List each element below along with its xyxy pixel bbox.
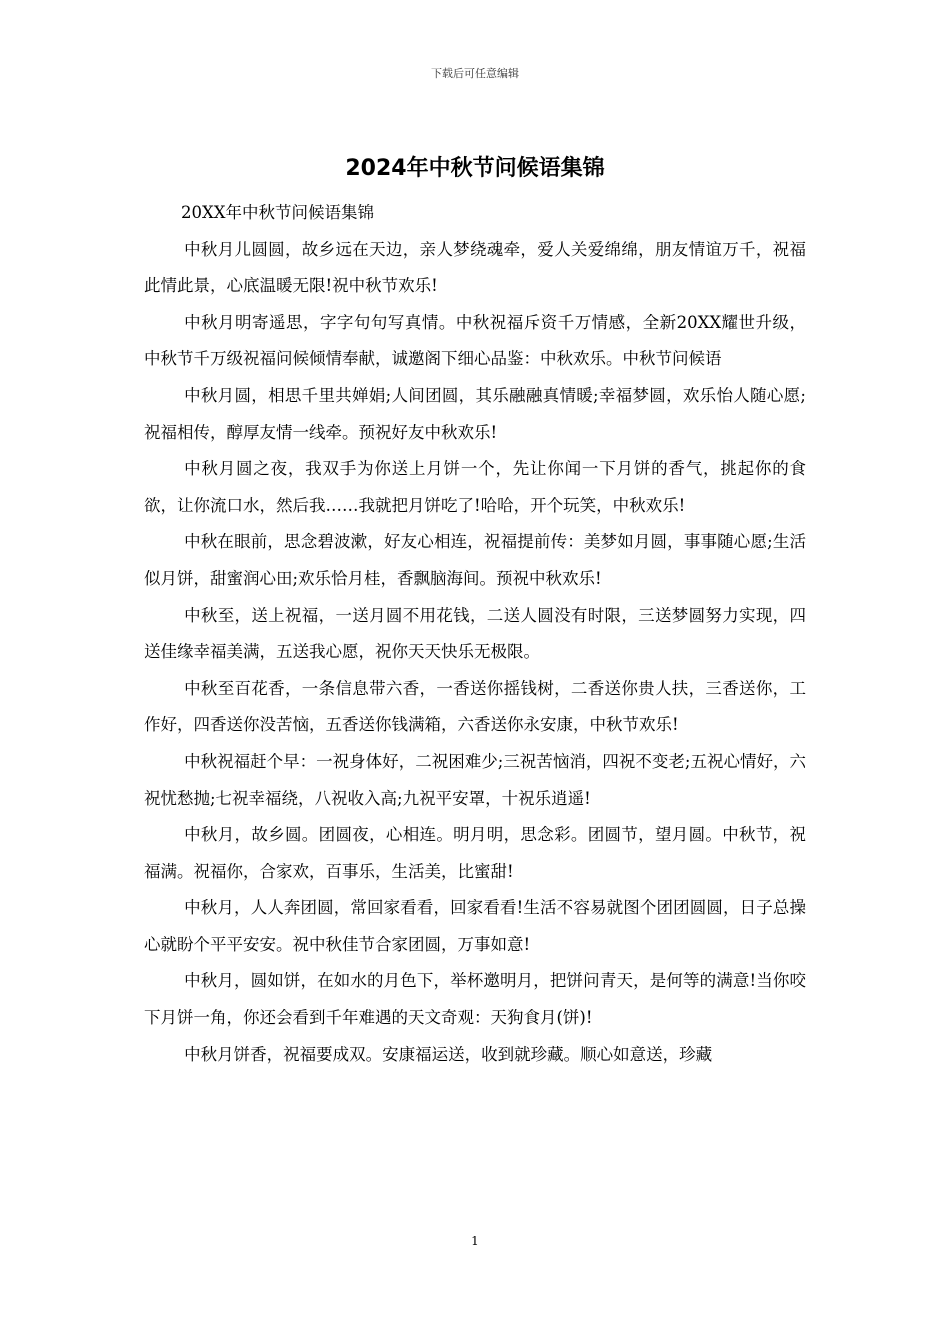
paragraph: 中秋月饼香，祝福要成双。安康福运送，收到就珍藏。顺心如意送，珍藏: [184, 1044, 713, 1064]
page-number: 1: [471, 1234, 479, 1248]
document-body: [144, 195, 806, 1073]
paragraph: 中秋月，圆如饼，在如水的月色下，举杯邀明月，把饼问青天，是何等的满意!当你咬下月饼一角，你还会看到千年难遇的天文奇观：天狗食月(饼)!: [144, 971, 806, 1028]
paragraph: 中秋月，故乡圆。团圆夜，心相连。明月明，思念彩。团圆节，望月圆。中秋节，祝福满。祝福你，合家欢，百事乐，生活美，比蜜甜!: [144, 825, 806, 881]
paragraph: 中秋月明寄遥思，字字句句写真情。中秋祝福斥资千万情感，全新20XX耀世升级，中秋节千万级祝福问候倾情奉献，诚邀阁下细心品鉴：中秋欢乐。中秋节问候语: [144, 312, 806, 369]
paragraph: 中秋在眼前，思念碧波漱，好友心相连，祝福提前传：美梦如月圆，事事随心愿;生活似月饼，甜蜜润心田;欢乐恰月桂，香飘脑海间。预祝中秋欢乐!: [144, 532, 806, 588]
document-subtitle: 20XX年中秋节问候语集锦: [181, 203, 374, 222]
page-header-note: 下载后可任意编辑: [431, 67, 519, 80]
document-title: 2024年中秋节问候语集锦: [345, 156, 605, 181]
paragraph: 中秋月圆之夜，我双手为你送上月饼一个，先让你闻一下月饼的香气，挑起你的食欲，让你流口水，然后我……我就把月饼吃了!哈哈，开个玩笑，中秋欢乐!: [144, 459, 806, 515]
paragraph: 中秋月儿圆圆，故乡远在天边，亲人梦绕魂牵，爱人关爱绵绵，朋友情谊万千，祝福此情此景，心底温暖无限!祝中秋节欢乐!: [144, 239, 806, 296]
paragraph: 中秋至，送上祝福，一送月圆不用花钱，二送人圆没有时限，三送梦圆努力实现，四送佳缘幸福美满，五送我心愿，祝你天天快乐无极限。: [144, 605, 806, 662]
paragraph: 中秋月圆，相思千里共婵娟;人间团圆，其乐融融真情暖;幸福梦圆，欢乐怡人随心愿;祝福相传，醇厚友情一线牵。预祝好友中秋欢乐!: [144, 385, 806, 442]
paragraph: 中秋祝福赶个早：一祝身体好，二祝困难少;三祝苦恼消，四祝不变老;五祝心情好，六祝忧愁抛;七祝幸福绕，八祝收入高;九祝平安罩，十祝乐逍遥!: [144, 751, 806, 808]
paragraph: 中秋月，人人奔团圆，常回家看看，回家看看!生活不容易就图个团团圆圆，日子总操心就盼个平平安安。祝中秋佳节合家团圆，万事如意!: [144, 898, 806, 954]
paragraph: 中秋至百花香，一条信息带六香，一香送你摇钱树，二香送你贵人扶，三香送你，工作好，四香送你没苦恼，五香送你钱满箱，六香送你永安康，中秋节欢乐!: [144, 678, 806, 735]
